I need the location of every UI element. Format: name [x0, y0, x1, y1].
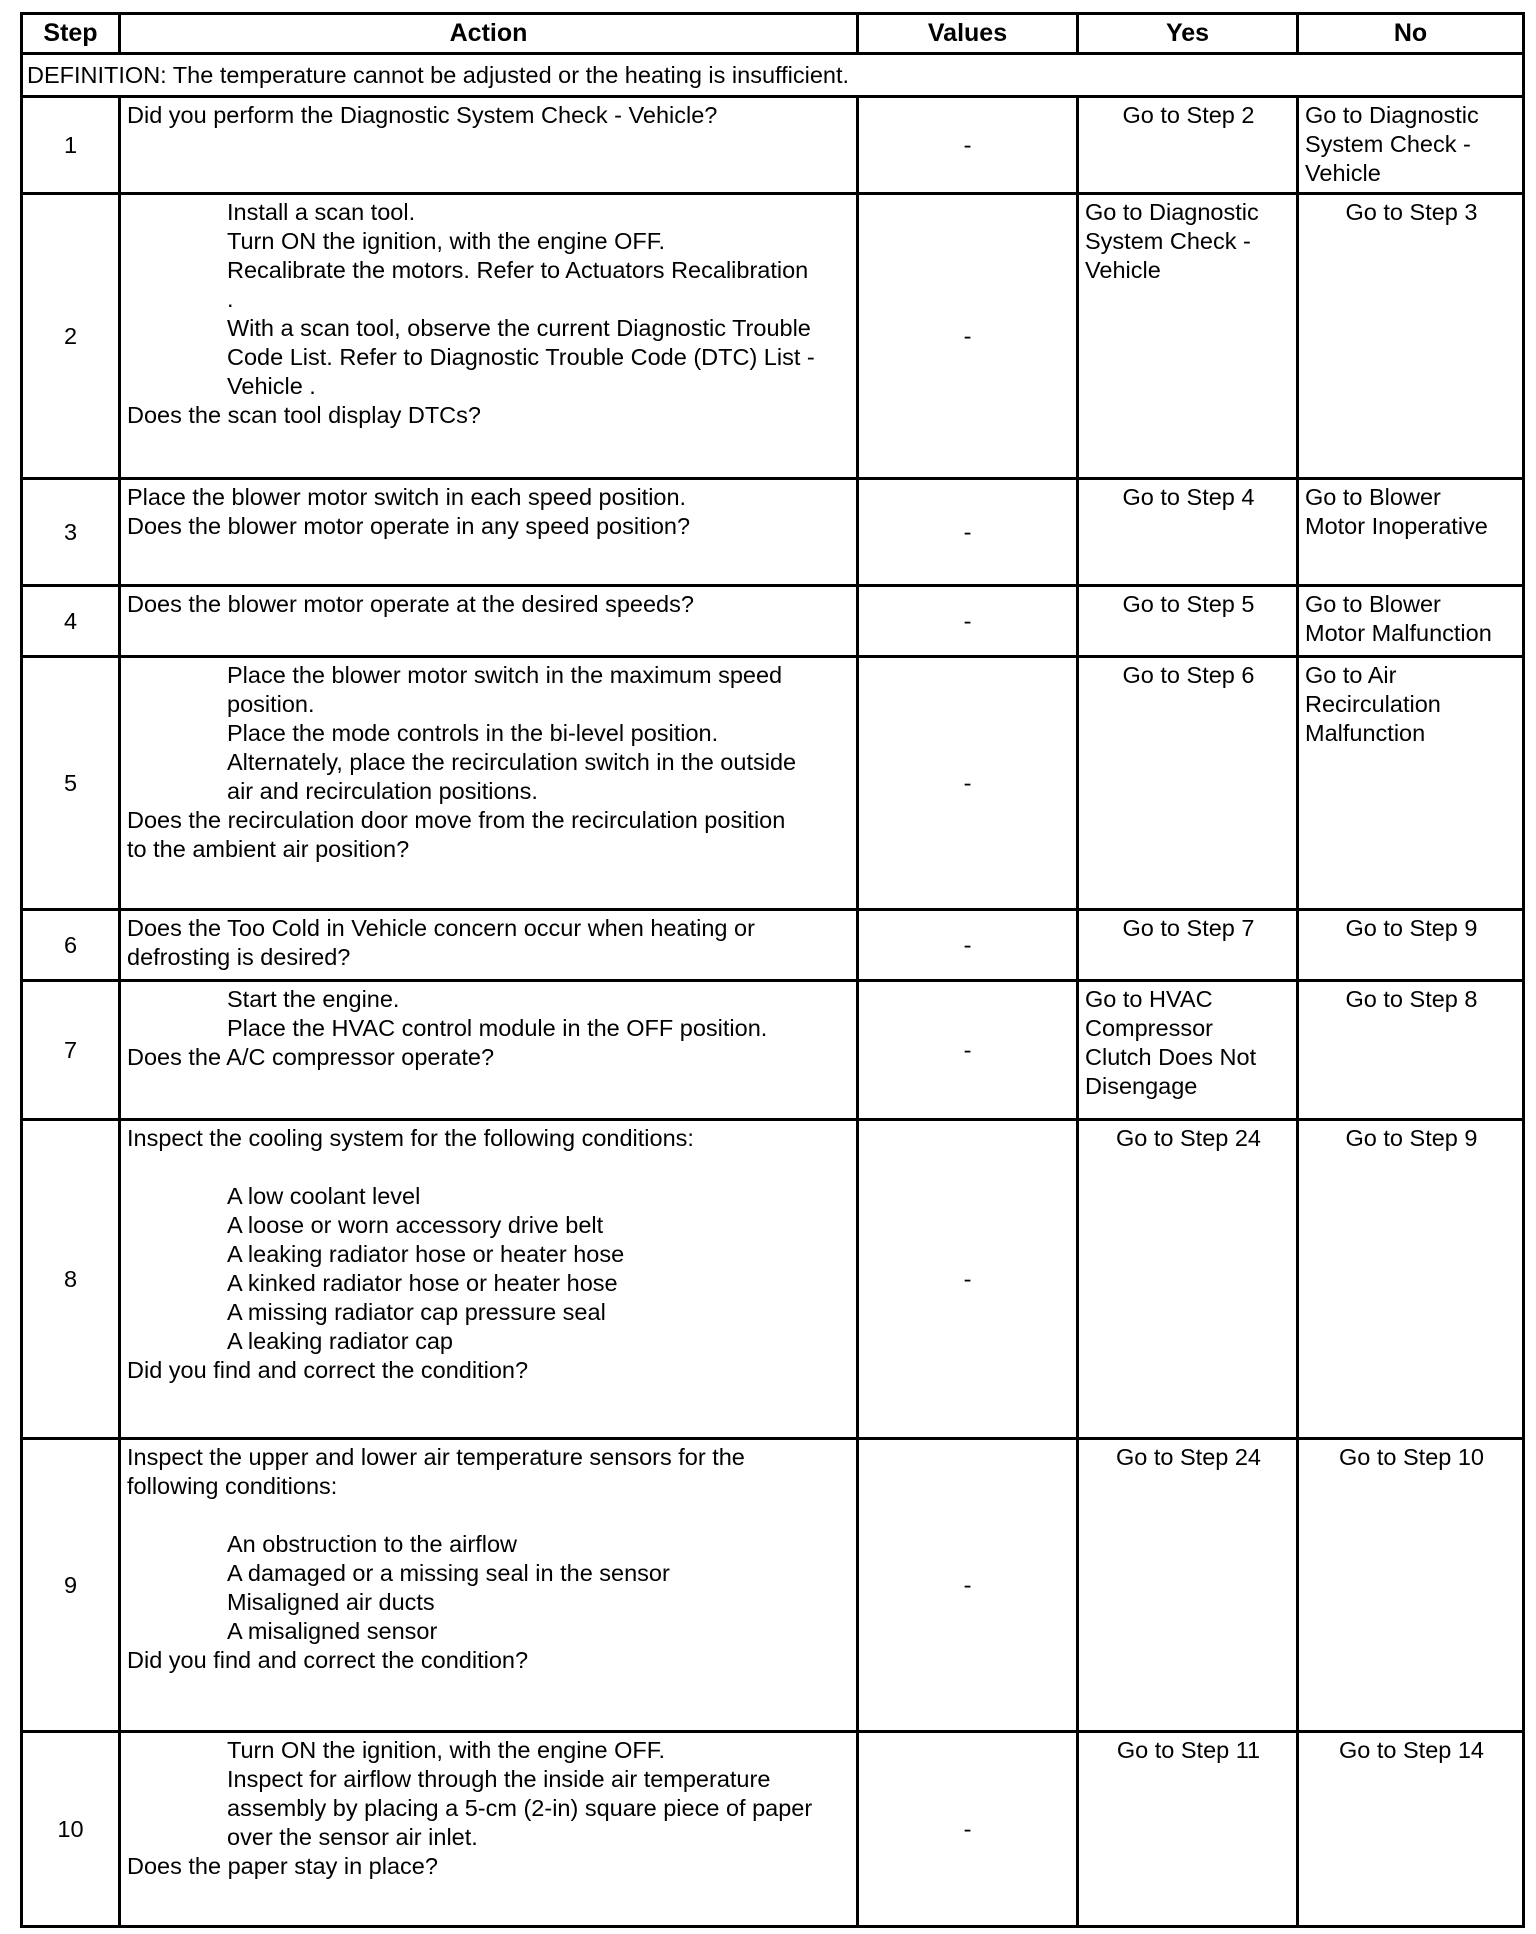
- condition-item: A kinked radiator hose or heater hose: [227, 1270, 618, 1296]
- condition-item: A loose or worn accessory drive belt: [227, 1212, 604, 1238]
- header-yes: Yes: [1078, 14, 1298, 54]
- table-row: [22, 910, 1524, 981]
- action-steps: [127, 198, 848, 401]
- value-cell: -: [858, 586, 1078, 657]
- yes-result: Go to Step 24: [1115, 1125, 1262, 1151]
- condition-item: A missing radiator cap pressure seal: [227, 1299, 606, 1325]
- no-result: Go to Blower Motor Inoperative: [1305, 484, 1488, 539]
- table-row: [22, 586, 1524, 657]
- definition-text: DEFINITION: The temperature cannot be adjusted or the heating is insufficient.: [22, 54, 1524, 97]
- action-step: Turn ON the ignition, with the engine OFF.: [227, 228, 666, 254]
- action-instruction: Place the blower motor switch in each speed position.: [127, 484, 687, 510]
- condition-item: An obstruction to the airflow: [227, 1531, 517, 1557]
- header-step: Step: [22, 14, 120, 54]
- value-cell: -: [858, 194, 1078, 479]
- definition-row: [22, 54, 1524, 97]
- yes-result: Go to HVAC Compressor Clutch Does Not Disengage: [1085, 986, 1257, 1099]
- action-question: Does the A/C compressor operate?: [127, 1044, 495, 1070]
- action-step: Install a scan tool.: [227, 199, 416, 225]
- step-number: 3: [22, 479, 120, 586]
- step-number: 2: [22, 194, 120, 479]
- action-steps: [127, 1736, 848, 1852]
- action-question: Does the paper stay in place?: [127, 1853, 438, 1879]
- table-row: [22, 1732, 1524, 1927]
- no-result: Go to Step 10: [1338, 1444, 1485, 1470]
- yes-result: Go to Diagnostic System Check - Vehicle: [1085, 199, 1259, 283]
- no-result: Go to Step 3: [1345, 199, 1478, 225]
- action-steps: [127, 661, 848, 806]
- step-number: 9: [22, 1439, 120, 1732]
- no-result: Go to Step 9: [1345, 915, 1478, 941]
- table-row: [22, 657, 1524, 910]
- table-row: [22, 981, 1524, 1120]
- step-number: 1: [22, 97, 120, 194]
- action-instruction: Inspect the cooling system for the following conditions:: [127, 1125, 694, 1151]
- action-step: Alternately, place the recirculation switch in the outside air and recirculation positions.: [227, 749, 797, 804]
- action-question: Did you find and correct the condition?: [127, 1357, 529, 1383]
- value-cell: -: [858, 1732, 1078, 1927]
- condition-item: A leaking radiator hose or heater hose: [227, 1241, 625, 1267]
- step-number: 10: [22, 1732, 120, 1927]
- action-question: Does the recirculation door move from the recirculation position to the ambient air position?: [127, 807, 786, 862]
- header-action: Action: [120, 14, 858, 54]
- action-question: Does the blower motor operate at the desired speeds?: [127, 591, 694, 617]
- value-cell: -: [858, 1439, 1078, 1732]
- action-question: Does the blower motor operate in any speed position?: [127, 513, 691, 539]
- yes-result: Go to Step 5: [1122, 591, 1255, 617]
- yes-result: Go to Step 6: [1122, 662, 1255, 688]
- condition-list: [127, 1182, 848, 1356]
- condition-item: A misaligned sensor: [227, 1618, 438, 1644]
- value-cell: -: [858, 981, 1078, 1120]
- no-result: Go to Step 8: [1345, 986, 1478, 1012]
- value-cell: -: [858, 479, 1078, 586]
- step-number: 6: [22, 910, 120, 981]
- table-row: [22, 194, 1524, 479]
- step-number: 8: [22, 1120, 120, 1439]
- yes-result: Go to Step 4: [1122, 484, 1255, 510]
- table-row: [22, 479, 1524, 586]
- action-steps: [127, 985, 848, 1043]
- action-step: Place the HVAC control module in the OFF position.: [227, 1015, 768, 1041]
- header-row: [22, 14, 1524, 54]
- action-question: Does the scan tool display DTCs?: [127, 402, 481, 428]
- action-step: Place the blower motor switch in the maximum speed position.: [227, 662, 783, 717]
- yes-result: Go to Step 24: [1115, 1444, 1262, 1470]
- value-cell: -: [858, 657, 1078, 910]
- no-result: Go to Diagnostic System Check - Vehicle: [1305, 102, 1479, 186]
- value-cell: -: [858, 1120, 1078, 1439]
- action-question: Did you find and correct the condition?: [127, 1647, 529, 1673]
- header-values: Values: [858, 14, 1078, 54]
- yes-result: Go to Step 2: [1122, 102, 1255, 128]
- step-number: 7: [22, 981, 120, 1120]
- action-question: Does the Too Cold in Vehicle concern occur when heating or defrosting is desired?: [127, 915, 755, 970]
- no-result: Go to Step 9: [1345, 1125, 1478, 1151]
- condition-list: [127, 1530, 848, 1646]
- condition-item: Misaligned air ducts: [227, 1589, 435, 1615]
- yes-result: Go to Step 11: [1116, 1737, 1261, 1763]
- action-instruction: Inspect the upper and lower air temperature sensors for the following conditions:: [127, 1444, 745, 1499]
- step-number: 5: [22, 657, 120, 910]
- table-row: [22, 1120, 1524, 1439]
- yes-result: Go to Step 7: [1122, 915, 1255, 941]
- table-row: [22, 1439, 1524, 1732]
- action-step: Start the engine.: [227, 986, 400, 1012]
- action-step: With a scan tool, observe the current Diagnostic Trouble Code List. Refer to Diagnostic Trouble Code (DTC) List - Vehicle .: [227, 315, 815, 399]
- action-question: Did you perform the Diagnostic System Check - Vehicle?: [127, 102, 718, 128]
- value-cell: -: [858, 910, 1078, 981]
- header-no: No: [1298, 14, 1524, 54]
- action-step: Place the mode controls in the bi-level position.: [227, 720, 719, 746]
- no-result: Go to Step 14: [1338, 1737, 1485, 1763]
- condition-item: A low coolant level: [227, 1183, 421, 1209]
- action-step: Inspect for airflow through the inside air temperature assembly by placing a 5-cm (2-in) square piece of paper over the sensor air inlet.: [227, 1766, 813, 1850]
- value-cell: -: [858, 97, 1078, 194]
- action-step: Recalibrate the motors. Refer to Actuators Recalibration .: [227, 257, 809, 312]
- condition-item: A damaged or a missing seal in the sensor: [227, 1560, 670, 1586]
- table-row: [22, 97, 1524, 194]
- condition-item: A leaking radiator cap: [227, 1328, 454, 1354]
- diagnostic-table: [20, 12, 1525, 1928]
- step-number: 4: [22, 586, 120, 657]
- no-result: Go to Air Recirculation Malfunction: [1305, 662, 1441, 746]
- action-step: Turn ON the ignition, with the engine OFF.: [227, 1737, 666, 1763]
- no-result: Go to Blower Motor Malfunction: [1305, 591, 1492, 646]
